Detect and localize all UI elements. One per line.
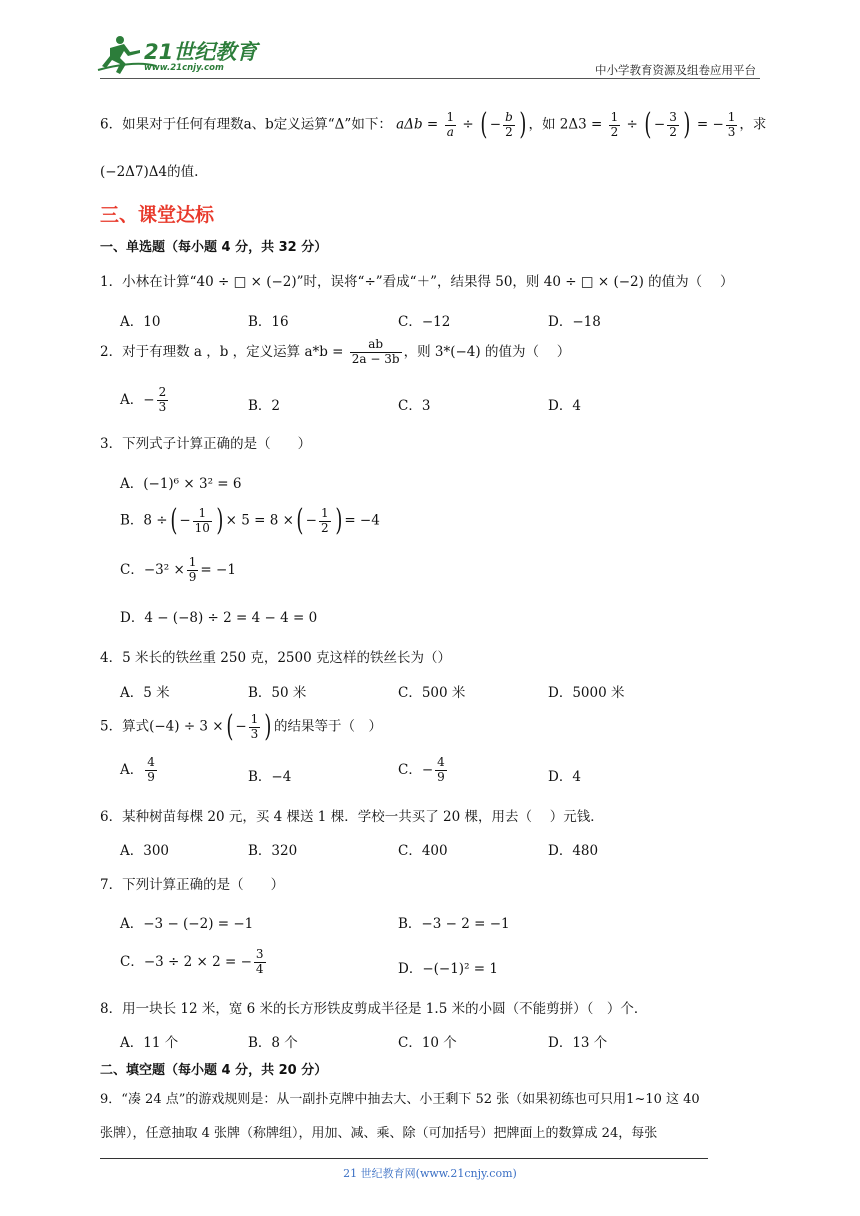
q3-option-c: C．−3² × $\frac{1}{9}$ = −1 [120,555,236,584]
q2-suffix: ，则 3*(−4) 的值为（ ） [403,343,571,360]
prev-question-6-line2: (−2Δ7)Δ4的值. [100,164,199,180]
prev-question-6-line1: 6．如果对于任何有理数a、b定义运算“Δ”如下： aΔb = $\frac{1}{a}$ ÷ ( − $\frac{b}{2}$ ) ，如 2Δ3 = $\frac{1}{2}$ ÷ ( − $\frac{3}{2}$ ) = − $\frac{1}{3}$ ，求 [100,107,767,142]
q7-option-b: B．−3 − 2 = −1 [398,916,510,932]
q4-option-d: D．5000 米 [548,685,625,701]
q6-mid: ，如 [528,116,556,133]
q2-frac-den: 2a − 3b [351,351,400,366]
q2-option-c: C．3 [398,398,431,414]
footer-text: 21 世纪教育网(www.21cnjy.com) [343,1167,517,1180]
q8-option-c: C．10 个 [398,1035,457,1051]
q3-option-a: A．(−1)⁶ × 3² = 6 [120,476,242,492]
question-3-stem: 3．下列式子计算正确的是（ ） [100,436,312,452]
logo-url: www.21cnjy.com [144,63,224,73]
header-divider [100,78,760,79]
logo-text: 21世纪教育 [144,40,258,64]
question-2-stem [100,338,570,367]
q5-option-a: A． $\frac{4}{9}$ [120,755,155,784]
q1-option-c: C．−12 [398,314,451,330]
q4-option-c: C．500 米 [398,685,466,701]
question-5-stem: 5．算式(−4) ÷ 3 ×( − $\frac{1}{3}$ ) 的结果等于（ ） [100,709,383,744]
q7-option-c: C．−3 ÷ 2 × 2 = − $\frac{3}{4}$ [120,947,264,976]
question-8-stem: 8．用一块长 12 米，宽 6 米的长方形铁皮剪成半径是 1.5 米的小圆（不能剪拼）（ ）个． [100,1001,648,1017]
q8-option-a: A．11 个 [120,1035,179,1051]
question-9-line2: 张牌），任意抽取 4 张牌（称牌组），用加、减、乘、除（可加括号）把牌面上的数算成 24，每张 [100,1126,658,1141]
q2-frac-num: ab [350,338,402,353]
site-slogan: 中小学教育资源及组卷应用平台 [595,63,756,77]
part2-title: 二、填空题（每小题 4 分，共 20 分） [100,1063,328,1078]
q7-option-a: A．−3 − (−2) = −1 [120,916,254,932]
question-6-stem: 6．某种树苗每棵 20 元，买 4 棵送 1 棵．学校一共买了 20 棵，用去（ ）元钱． [100,809,604,825]
q6-text: 6．如果对于任何有理数a、b定义运算“Δ”如下： [100,116,392,133]
q2-option-a: A．− $\frac{2}{3}$ [120,385,167,414]
q2-prefix: 2．对于有理数 a ，b ，定义运算 a*b = [100,343,344,360]
q2-option-d: D．4 [548,398,581,414]
q3-option-d: D．4 − (−8) ÷ 2 = 4 − 4 = 0 [120,610,318,626]
q5-option-c: C．− $\frac{4}{9}$ [398,755,445,784]
q6-option-c: C．400 [398,843,448,859]
page-header [0,0,860,82]
footer-divider [100,1158,708,1159]
question-9-line1: 9．“凑 24 点”的游戏规则是：从一副扑克牌中抽去大、小王剩下 52 张（如果初练也可只用1~10 这 40 [100,1092,700,1107]
question-1-stem: 1．小林在计算“40 ÷ □ × (−2)”时，误将“÷”看成“＋”，结果得 50，则 40 ÷ □ × (−2) 的值为（ ） [100,274,734,290]
q6-option-b: B．320 [248,843,298,859]
q1-option-d: D．−18 [548,314,601,330]
q6-option-d: D．480 [548,843,599,859]
q6-option-a: A．300 [120,843,170,859]
q1-option-b: B．16 [248,314,289,330]
q7-option-d: D．−(−1)² = 1 [398,961,498,977]
q5-option-b: B．−4 [248,769,292,785]
q8-option-b: B．8 个 [248,1035,298,1051]
q2-option-b: B．2 [248,398,281,414]
q1-option-a: A．10 [120,314,161,330]
q6-suffix: ，求 [739,116,767,133]
question-4-stem: 4．5 米长的铁丝重 250 克，2500 克这样的铁丝长为（） [100,650,451,666]
question-7-stem: 7．下列计算正确的是（ ） [100,877,285,893]
q8-option-d: D．13 个 [548,1035,608,1051]
part1-title: 一、单选题（每小题 4 分，共 32 分） [100,240,328,255]
section-title: 三、课堂达标 [100,204,215,226]
q4-option-b: B．50 米 [248,685,307,701]
q4-option-a: A．5 米 [120,685,170,701]
q5-option-d: D．4 [548,769,581,785]
q3-option-b: B．8 ÷( − $\frac{1}{10}$ ) × 5 = 8 ×( − $\frac{1}{2}$ ) = −4 [120,503,380,538]
